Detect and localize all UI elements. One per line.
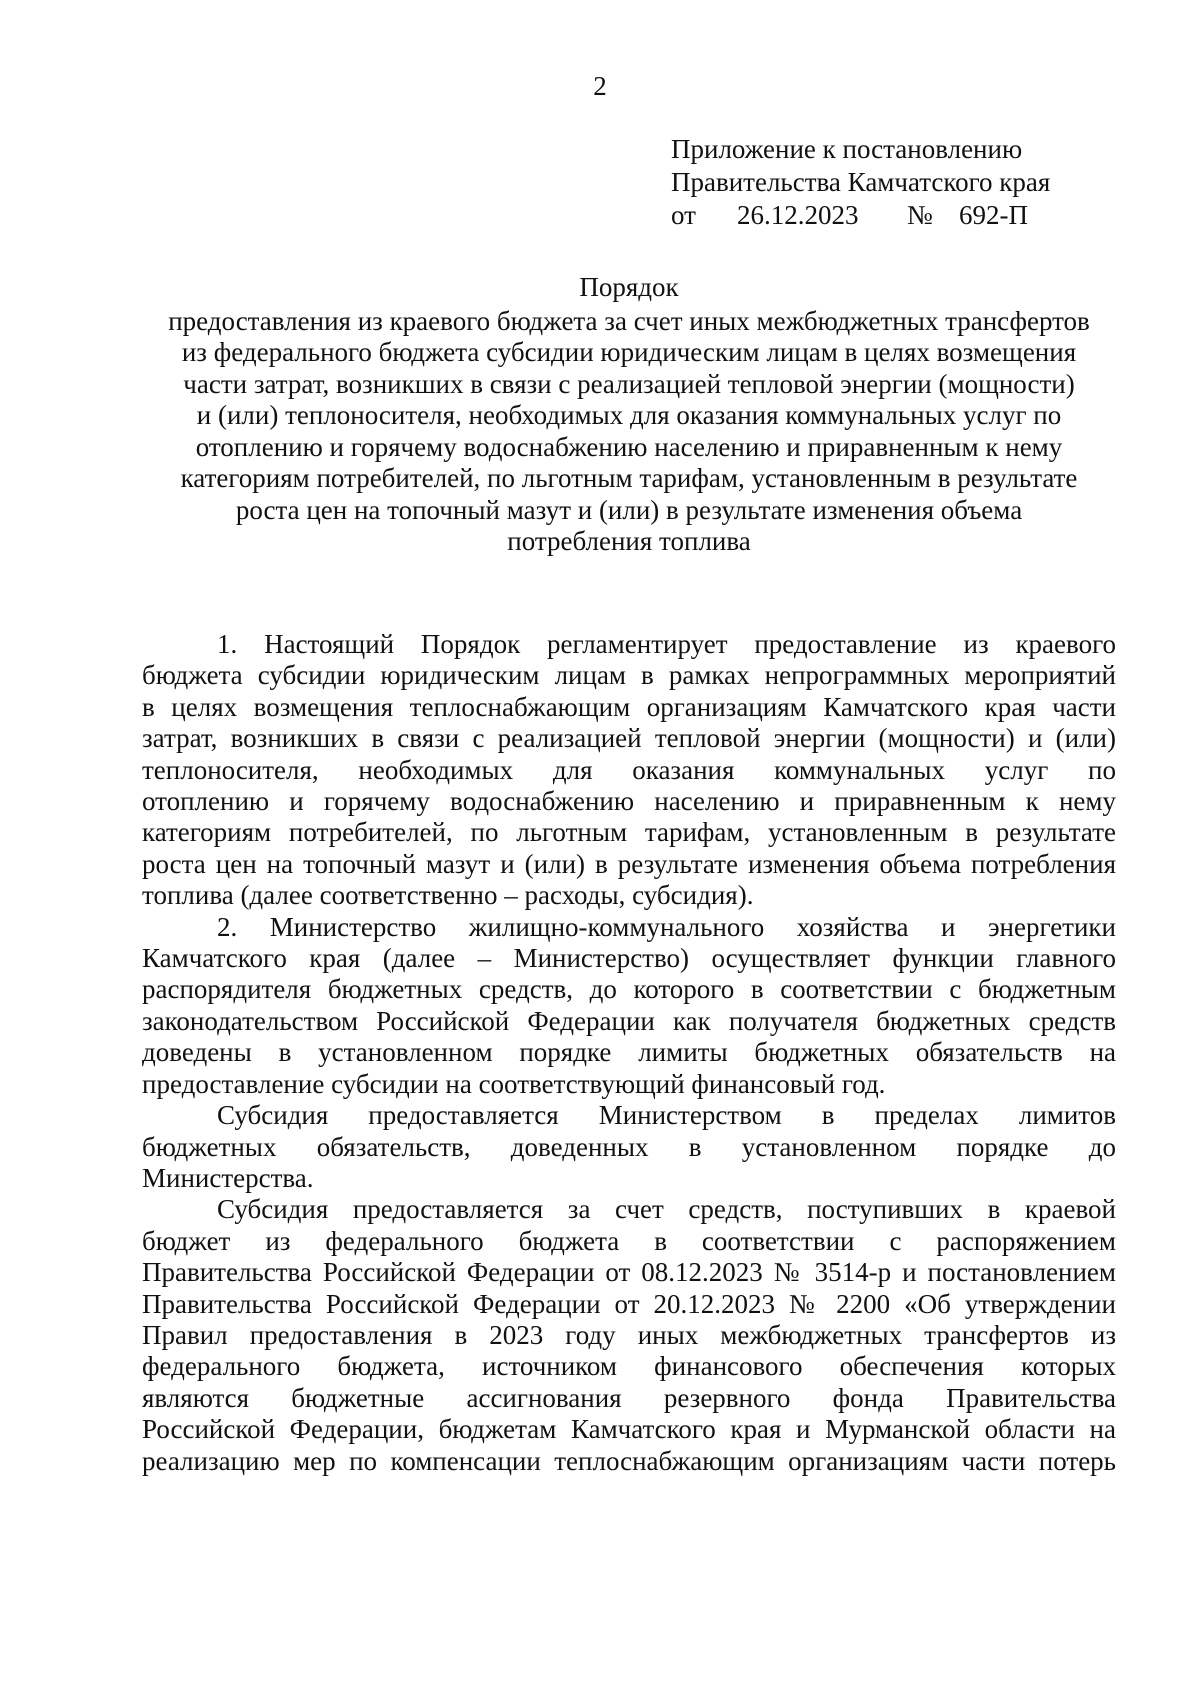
text-line: доведены в установленном порядке лимиты бюджетных обязательств на [142, 1037, 1116, 1068]
title-line: и (или) теплоносителя, необходимых для оказания коммунальных услуг по [196, 400, 1062, 430]
text-line: федерального бюджета, источником финансового обеспечения которых [142, 1351, 1116, 1382]
text-line: Правил предоставления в 2023 году иных межбюджетных трансфертов из [142, 1319, 1116, 1350]
paragraph-2 [142, 912, 1116, 1100]
text-line: теплоносителя, необходимых для оказания коммунальных услуг по [142, 754, 1116, 785]
text-line: бюджетных обязательств, доведенных в установленном порядке до [142, 1131, 1116, 1162]
text-line: законодательством Российской Федерации как получателя бюджетных средств [142, 1005, 1116, 1036]
text-line: предоставление субсидии на соответствующий финансовый год. [142, 1068, 886, 1099]
title-line: роста цен на топочный мазут и (или) в результате изменения объема [235, 494, 1023, 525]
title-line: категориям потребителей, по льготным тарифам, установленным в результате [180, 463, 1078, 493]
text-line: бюджета субсидии юридическим лицам в рамках непрограммных мероприятий [142, 660, 1116, 691]
text-line: Правительства Российской Федерации от 08.12.2023 № 3514-р и постановлением [142, 1257, 1116, 1288]
text-line: 1. Настоящий Порядок регламентирует предоставление из краевого [217, 629, 1116, 659]
document-title [142, 272, 1116, 558]
page-number: 2 [593, 71, 607, 101]
text-line: затрат, возникших в связи с реализацией тепловой энергии (мощности) и (или) [142, 723, 1116, 754]
text-line: Министерства. [142, 1162, 314, 1193]
title-line: из федерального бюджета субсидии юридическим лицам в целях возмещения [181, 337, 1077, 367]
text-line: Российской Федерации, бюджетам Камчатского края и Мурманской области на [142, 1414, 1116, 1445]
text-line: являются бюджетные ассигнования резервного фонда Правительства [142, 1382, 1116, 1413]
resolution-number: 692-П [959, 200, 1028, 230]
text-line: роста цен на топочный мазут и (или) в результате изменения объема потребления [142, 848, 1116, 879]
text-line: отоплению и горячему водоснабжению населению и приравненным к нему [142, 786, 1116, 817]
text-line: распорядителя бюджетных средств, до которого в соответствии с бюджетным [142, 974, 1116, 1005]
appendix-date-row [671, 199, 1141, 232]
title-line: части затрат, возникших в связи с реализацией тепловой энергии (мощности) [183, 368, 1075, 399]
appendix-line-1: Приложение к постановлению [671, 134, 1023, 164]
text-line: бюджет из федерального бюджета в соответствии с распоряжением [142, 1225, 1116, 1256]
text-line: в целях возмещения теплоснабжающим организациям Камчатского края части [142, 691, 1116, 722]
text-line: Субсидия предоставляется Министерством в пределах лимитов [217, 1100, 1116, 1131]
paragraph-1 [142, 629, 1116, 912]
title-line: предоставления из краевого бюджета за счет иных межбюджетных трансфертов [168, 305, 1090, 336]
number-sign: № [907, 200, 933, 230]
title-line: отоплению и горячему водоснабжению населению и приравненным к нему [195, 431, 1063, 462]
from-label: от [671, 200, 696, 230]
title-heading: Порядок [579, 272, 679, 302]
paragraph-3 [142, 1100, 1116, 1194]
text-line: Субсидия предоставляется за счет средств, поступивших в краевой [217, 1194, 1116, 1225]
text-line: реализацию мер по компенсации теплоснабжающим организациям части потерь [142, 1445, 1116, 1476]
document-body [142, 629, 1116, 1477]
text-line: 2. Министерство жилищно-коммунального хозяйства и энергетики [217, 911, 1116, 942]
text-line: топлива (далее соответственно – расходы, субсидия). [142, 880, 754, 911]
resolution-date: 26.12.2023 [737, 200, 859, 230]
appendix-block [671, 133, 1141, 232]
text-line: Правительства Российской Федерации от 20.12.2023 № 2200 «Об утверждении [142, 1288, 1116, 1319]
text-line: Камчатского края (далее – Министерство) осуществляет функции главного [142, 943, 1116, 974]
text-line: категориям потребителей, по льготным тарифам, установленным в результате [142, 817, 1116, 848]
paragraph-4 [142, 1194, 1116, 1477]
title-line: потребления топлива [507, 526, 751, 556]
appendix-line-2: Правительства Камчатского края [671, 167, 1051, 197]
